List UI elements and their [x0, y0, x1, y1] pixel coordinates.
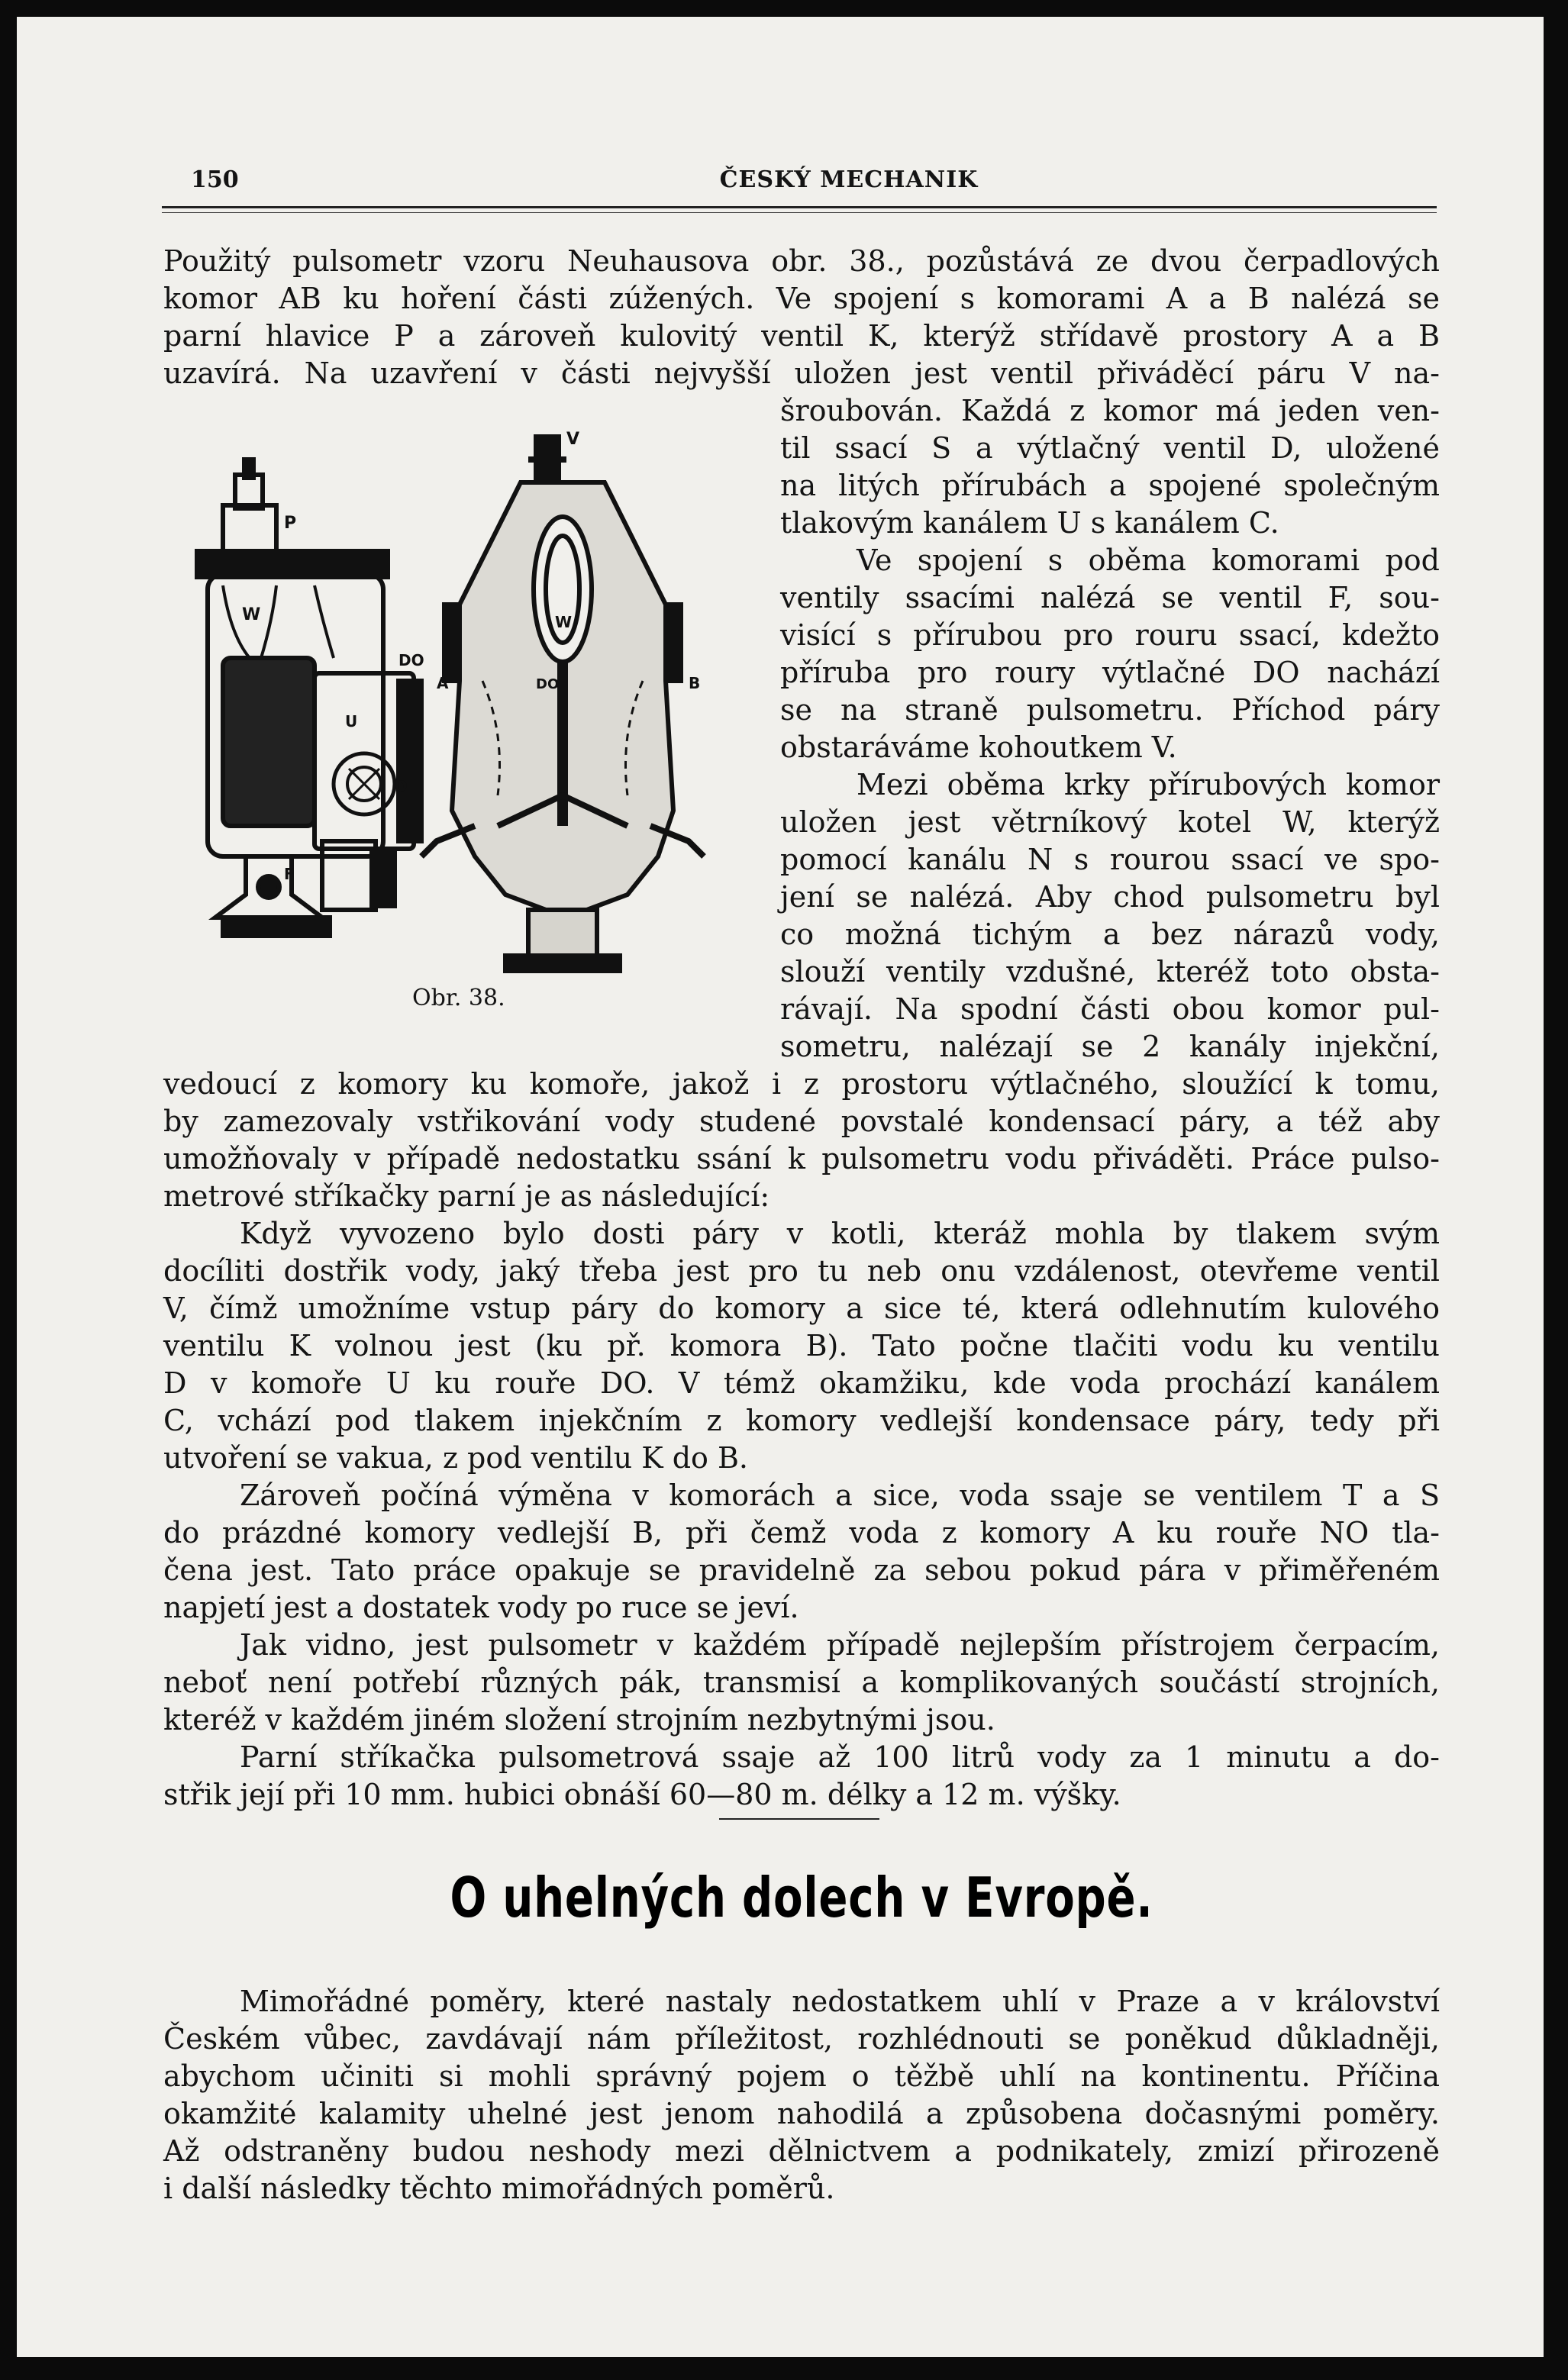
text-line: Když vyvozeno bylo dosti páry v kotli, kteráž mohla by tlakem svým: [240, 1217, 1440, 1250]
text-line: se na straně pulsometru. Příchod páry: [780, 693, 1440, 727]
text-line: šroubován. Každá z komor má jeden ven-: [780, 394, 1440, 427]
text-line: Jak vidno, jest pulsometr v každém případě nejlepším přístrojem čerpacím,: [240, 1628, 1440, 1662]
header-rule-thin: [162, 212, 1437, 213]
text-line: uzavírá. Na uzavření v části nejvyšší uložen jest ventil přiváděcí páru V na-: [163, 356, 1440, 390]
figure-label: DO: [398, 651, 424, 669]
figure-label: DO: [536, 676, 560, 692]
text-line: utvoření se vakua, z pod ventilu K do B.: [163, 1441, 748, 1475]
text-line: Mimořádné poměry, které nastaly nedostatkem uhlí v Praze a v království: [240, 1985, 1440, 2018]
text-line: Ve spojení s oběma komorami pod: [857, 543, 1440, 577]
article1-continuation: [163, 1066, 1440, 1814]
text-line: abychom učiniti si mohli správný pojem o těžbě uhlí na kontinentu. Příčina: [163, 2059, 1440, 2093]
text-line: čena jest. Tato práce opakuje se pravidelně za sebou pokud pára v přiměřeném: [163, 1553, 1440, 1587]
text-line: Parní stříkačka pulsometrová ssaje až 100 litrů vody za 1 minutu a do-: [240, 1740, 1440, 1774]
figure-label: D: [395, 777, 408, 795]
running-header-title: ČESKÝ MECHANIK: [719, 166, 979, 193]
text-line: napjetí jest a dostatek vody po ruce se jeví.: [163, 1591, 799, 1624]
text-line: ventilu K volnou jest (ku př. komora B). Tato počne tlačiti vodu ku ventilu: [163, 1329, 1440, 1363]
header-rule: [162, 206, 1437, 208]
text-line: V, čímž umožníme vstup páry do komory a sice té, která odlehnutím kulového: [163, 1292, 1440, 1325]
page-number: 150: [191, 166, 239, 193]
article2-title: O uhelných dolech v Evropě.: [450, 1866, 1153, 1930]
text-line: docíliti dostřik vody, jaký třeba jest pro tu neb onu vzdálenost, otevřeme ventil: [163, 1254, 1440, 1288]
article1-intro: [163, 243, 1440, 392]
text-line: vedoucí z komory ku komoře, jakož i z prostoru výtlačného, sloužící k tomu,: [163, 1067, 1440, 1101]
text-line: sometru, nalézají se 2 kanály injekční,: [780, 1030, 1440, 1063]
text-line: Zároveň počíná výměna v komorách a sice, voda ssaje se ventilem T a S: [240, 1479, 1440, 1512]
text-line: příruba pro roury výtlačné DO nachází: [780, 656, 1440, 689]
text-line: co možná tichým a bez nárazů vody,: [780, 917, 1440, 951]
text-line: umožňovaly v případě nedostatku ssání k pulsometru vodu přiváděti. Práce pulso-: [163, 1142, 1440, 1175]
pulsometer-figure: [169, 429, 757, 1009]
text-line: Použitý pulsometr vzoru Neuhausova obr. 38., pozůstává ze dvou čerpadlových: [163, 244, 1440, 278]
text-line: uložen jest větrníkový kotel W, kterýž: [780, 805, 1440, 839]
text-line: obstaráváme kohoutkem V.: [780, 730, 1177, 764]
text-line: pomocí kanálu N s rourou ssací ve spo-: [780, 843, 1440, 876]
text-line: tlakovým kanálem U s kanálem C.: [780, 506, 1279, 540]
text-line: střik její při 10 mm. hubici obnáší 60—80 m. délky a 12 m. výšky.: [163, 1778, 1121, 1811]
figure-caption: Obr. 38.: [412, 985, 505, 1011]
figure-label: F: [284, 865, 295, 883]
text-line: slouží ventily vzdušné, kteréž toto obsta-: [780, 955, 1440, 988]
figure-label: U: [345, 712, 358, 730]
text-line: na litých přírubách a spojené společným: [780, 469, 1440, 502]
text-line: do prázdné komory vedlejší B, při čemž voda z komory A ku rouře NO tla-: [163, 1516, 1440, 1550]
article1-side-column: [780, 392, 1440, 1066]
text-line: parní hlavice P a zároveň kulovitý ventil K, kterýž střídavě prostory A a B: [163, 319, 1440, 353]
figure-label: V: [566, 430, 580, 449]
text-line: neboť není potřebí různých pák, transmisí a komplikovaných součástí strojních,: [163, 1666, 1440, 1699]
text-line: visící s přírubou pro rouru ssací, kdežto: [780, 618, 1440, 652]
text-line: til ssací S a výtlačný ventil D, uložené: [780, 431, 1440, 465]
figure-label: P: [284, 514, 297, 533]
text-line: ventily ssacími nalézá se ventil F, sou-: [780, 581, 1440, 614]
text-line: komor AB ku hoření části zúžených. Ve spojení s komorami A a B nalézá se: [163, 282, 1440, 315]
text-line: C, vchází pod tlakem injekčním z komory vedlejší kondensace páry, tedy při: [163, 1404, 1440, 1437]
text-line: metrové stříkačky parní je as následující:: [163, 1179, 770, 1213]
book-page: [17, 17, 1544, 2357]
figure-label: B: [689, 674, 701, 692]
pulsometer-drawing: [169, 429, 757, 1009]
figure-label: W: [242, 605, 261, 624]
text-line: okamžité kalamity uhelné jest jenom nahodilá a způsobena dočasnými poměry.: [163, 2097, 1440, 2130]
figure-label: W: [555, 613, 573, 631]
text-line: i další následky těchto mimořádných poměrů.: [163, 2172, 835, 2205]
text-line: D v komoře U ku rouře DO. V témž okamžiku, kde voda prochází kanálem: [163, 1366, 1440, 1400]
text-line: Českém vůbec, zavdávají nám příležitost, rozhlédnouti se poněkud důkladněji,: [163, 2022, 1440, 2056]
text-line: jení se nalézá. Aby chod pulsometru byl: [780, 880, 1440, 914]
text-line: Až odstraněny budou neshody mezi dělnictvem a podnikately, zmizí přirozeně: [163, 2134, 1440, 2168]
figure-label: A: [437, 674, 449, 692]
text-line: by zamezovaly vstřikování vody studené povstalé kondensací páry, a též aby: [163, 1105, 1440, 1138]
article-separator: [719, 1818, 879, 1820]
text-line: Mezi oběma krky přírubových komor: [857, 768, 1440, 801]
article2-body: [163, 1983, 1440, 2207]
text-line: kteréž v každém jiném složení strojním nezbytnými jsou.: [163, 1703, 995, 1737]
text-line: rávají. Na spodní části obou komor pul-: [780, 992, 1440, 1026]
